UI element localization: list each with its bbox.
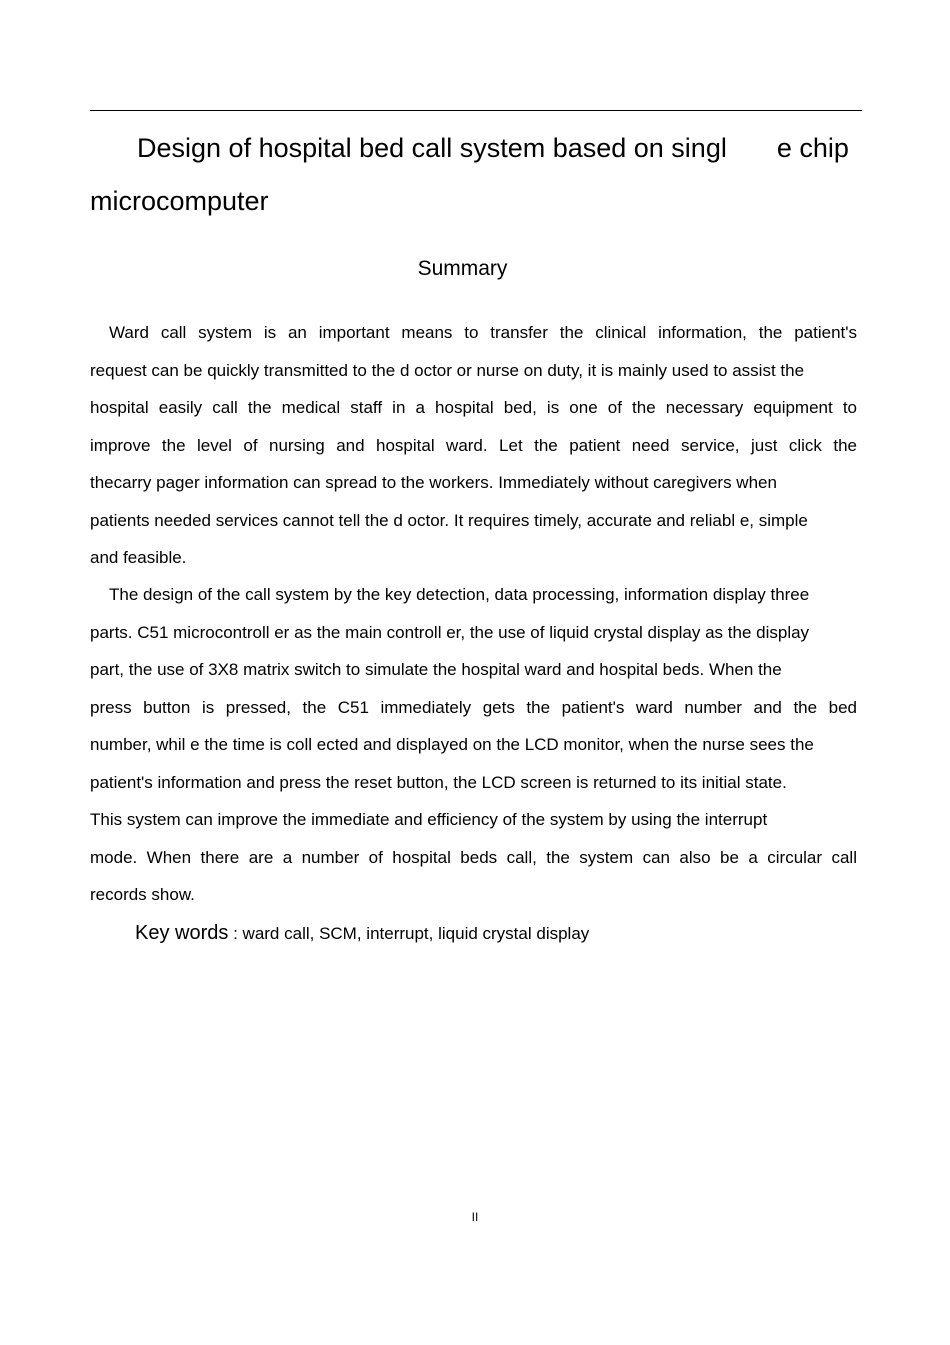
paragraph-line: thecarry pager information can spread to the workers. Immediately without caregivers when — [90, 473, 777, 492]
paragraph-line: patient's information and press the reset button, the LCD screen is returned to its initial state. — [90, 772, 787, 792]
paragraph-line: part, the use of 3X8 matrix switch to simulate the hospital ward and hospital beds. When the — [90, 660, 782, 679]
paragraph-line: The design of the call system by the key detection, data processing, information display three — [109, 585, 810, 604]
summary-heading: Summary — [417, 257, 508, 280]
paragraph-line: and feasible. — [90, 548, 187, 567]
title-line-2: microcomputer — [90, 186, 269, 216]
keywords-value: : ward call, SCM, interrupt, liquid crystal display — [228, 924, 590, 943]
paragraph-line: press button is pressed, the C51 immediately gets the patient's ward number and the bed — [90, 697, 857, 717]
paragraph-line: request can be quickly transmitted to the d octor or nurse on duty, it is mainly used to assist the — [90, 360, 805, 380]
summary-paragraph-2 — [90, 576, 857, 914]
document-title — [90, 122, 862, 228]
summary-paragraph-1 — [90, 314, 857, 577]
paragraph-line: improve the level of nursing and hospital ward. Let the patient need service, just click the — [90, 435, 857, 455]
page-number: II — [471, 1210, 479, 1224]
keywords-label: Key words — [135, 922, 229, 944]
paragraph-line: mode. When there are a number of hospital beds call, the system can also be a circular call — [90, 847, 857, 867]
paragraph-line: hospital easily call the medical staff in a hospital bed, is one of the necessary equipment to — [90, 398, 857, 417]
paragraph-line: Ward call system is an important means to transfer the clinical information, the patient's — [109, 323, 857, 342]
paragraph-line: patients needed services cannot tell the d octor. It requires timely, accurate and reliabl e, simple — [90, 510, 808, 530]
title-line-1: Design of hospital bed call system based on singl e chip — [137, 133, 849, 163]
keywords — [135, 922, 589, 945]
header-rule — [90, 110, 862, 111]
paragraph-line: number, whil e the time is coll ected and displayed on the LCD monitor, when the nurse sees the — [90, 735, 814, 754]
paragraph-line: records show. — [90, 885, 195, 904]
paragraph-line: parts. C51 microcontroll er as the main controll er, the use of liquid crystal display as the display — [90, 622, 810, 642]
paragraph-line: This system can improve the immediate and efficiency of the system by using the interrupt — [90, 810, 768, 829]
